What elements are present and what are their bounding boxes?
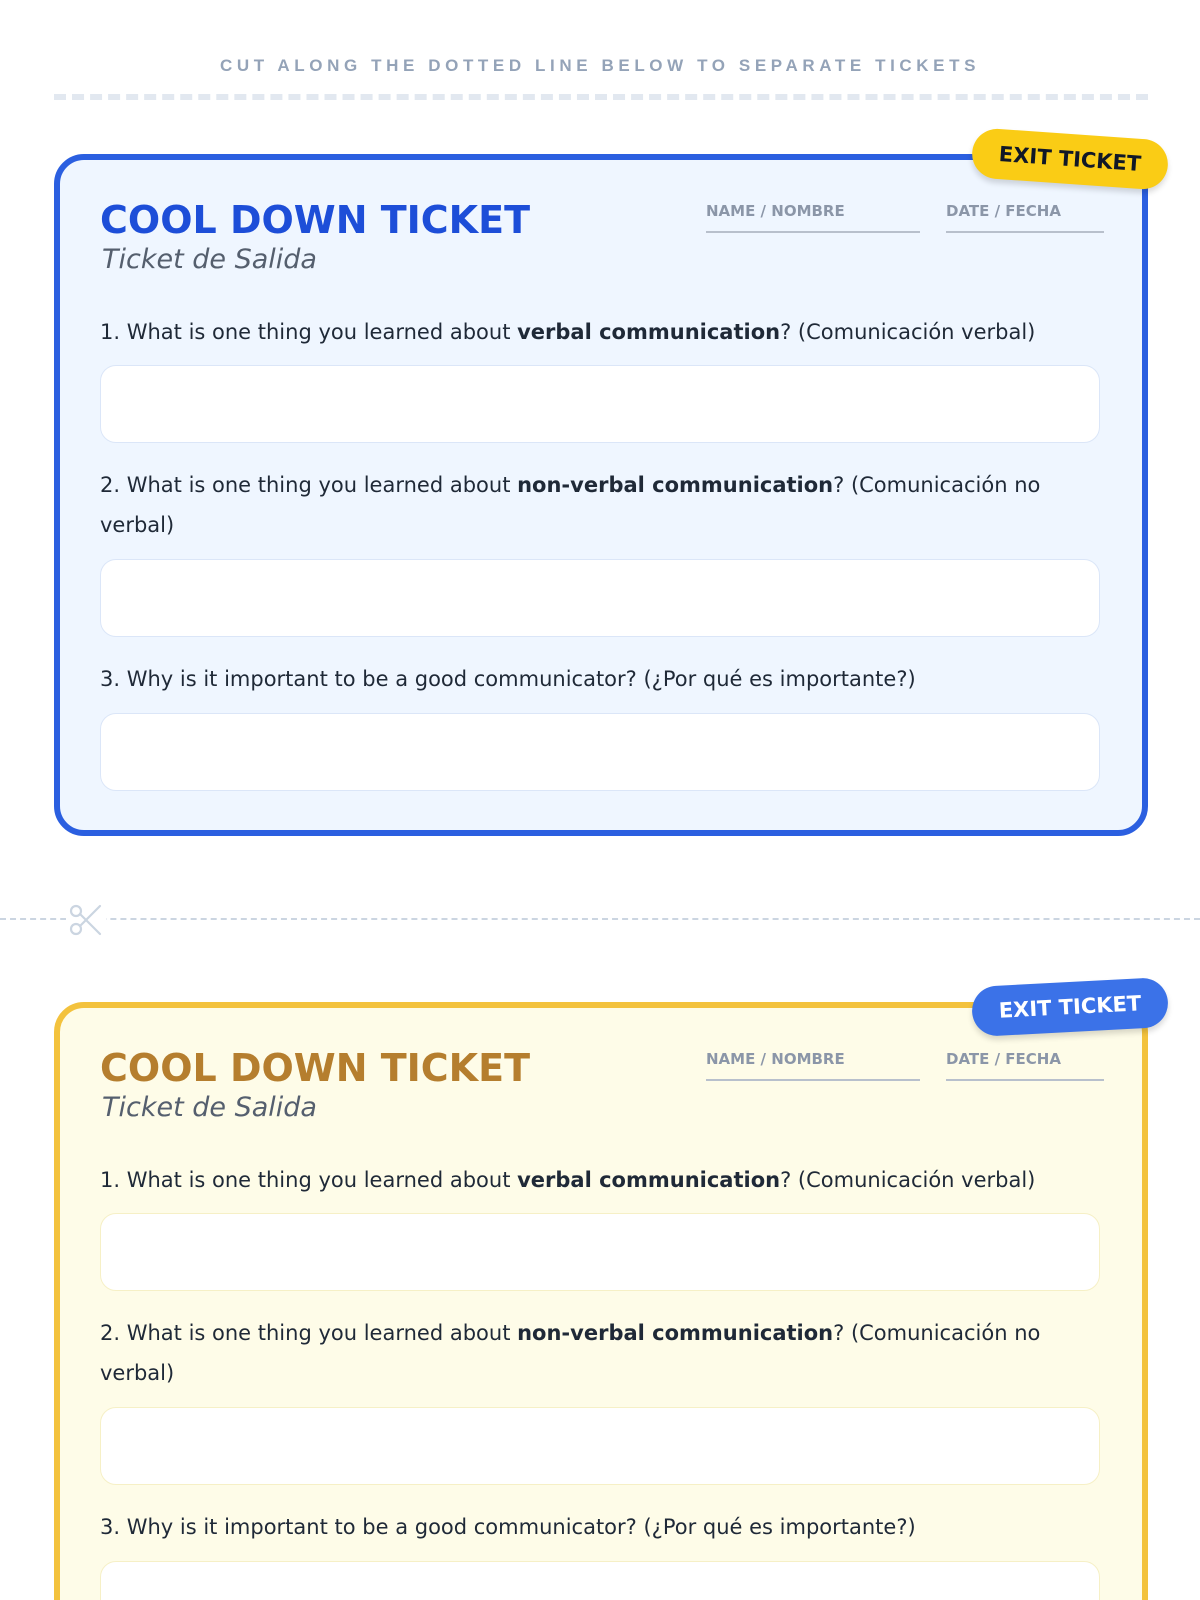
question-1-keyword: verbal communication — [517, 1168, 781, 1192]
question-2 — [100, 465, 1060, 545]
question-3 — [100, 659, 1060, 699]
scissors-icon — [66, 900, 106, 940]
question-1-text: 1. What is one thing you learned about — [100, 1168, 518, 1192]
question-2-keyword: non-verbal communication — [517, 1321, 834, 1345]
question-1 — [100, 1160, 1060, 1200]
exit-ticket-blue — [54, 142, 1148, 836]
question-1 — [100, 312, 1060, 352]
answer-box-2[interactable] — [100, 559, 1100, 637]
question-1-keyword: verbal communication — [517, 320, 781, 344]
question-2-keyword: non-verbal communication — [517, 473, 834, 497]
answer-box-3[interactable] — [100, 1561, 1100, 1600]
scissor-cut-line — [0, 918, 1200, 920]
name-field[interactable]: NAME / NOMBRE — [706, 202, 920, 233]
name-field[interactable]: NAME / NOMBRE — [706, 1050, 920, 1081]
question-1-text: 1. What is one thing you learned about — [100, 320, 518, 344]
dotted-cut-line — [54, 94, 1148, 100]
answer-box-2[interactable] — [100, 1407, 1100, 1485]
answer-box-1[interactable] — [100, 365, 1100, 443]
answer-box-3[interactable] — [100, 713, 1100, 791]
ticket-subtitle: Ticket de Salida — [102, 244, 317, 275]
question-3-text: 3. Why is it important to be a good communicator? (¿Por qué es importante?) — [100, 1515, 916, 1539]
question-2 — [100, 1313, 1060, 1393]
date-field[interactable]: DATE / FECHA — [946, 202, 1104, 233]
question-2-text: 2. What is one thing you learned about — [100, 473, 518, 497]
question-3-text: 3. Why is it important to be a good communicator? (¿Por qué es importante?) — [100, 667, 916, 691]
question-1-suffix: ? (Comunicación verbal) — [780, 1168, 1036, 1192]
date-field[interactable]: DATE / FECHA — [946, 1050, 1104, 1081]
ticket-title: COOL DOWN TICKET — [100, 198, 531, 242]
exit-ticket-badge: EXIT TICKET — [970, 127, 1169, 191]
question-2-text: 2. What is one thing you learned about — [100, 1321, 518, 1345]
question-1-suffix: ? (Comunicación verbal) — [780, 320, 1036, 344]
exit-ticket-badge: EXIT TICKET — [971, 977, 1169, 1037]
answer-box-1[interactable] — [100, 1213, 1100, 1291]
question-3 — [100, 1507, 1060, 1547]
question-2-suffix: ? (Comunicación no verbal) — [100, 1321, 1041, 1385]
cut-instructions: CUT ALONG THE DOTTED LINE BELOW TO SEPARATE TICKETS — [219, 56, 981, 75]
ticket-title: COOL DOWN TICKET — [100, 1046, 531, 1090]
ticket-subtitle: Ticket de Salida — [102, 1092, 317, 1123]
exit-ticket-yellow — [54, 991, 1148, 1600]
question-2-suffix: ? (Comunicación no verbal) — [100, 473, 1041, 537]
